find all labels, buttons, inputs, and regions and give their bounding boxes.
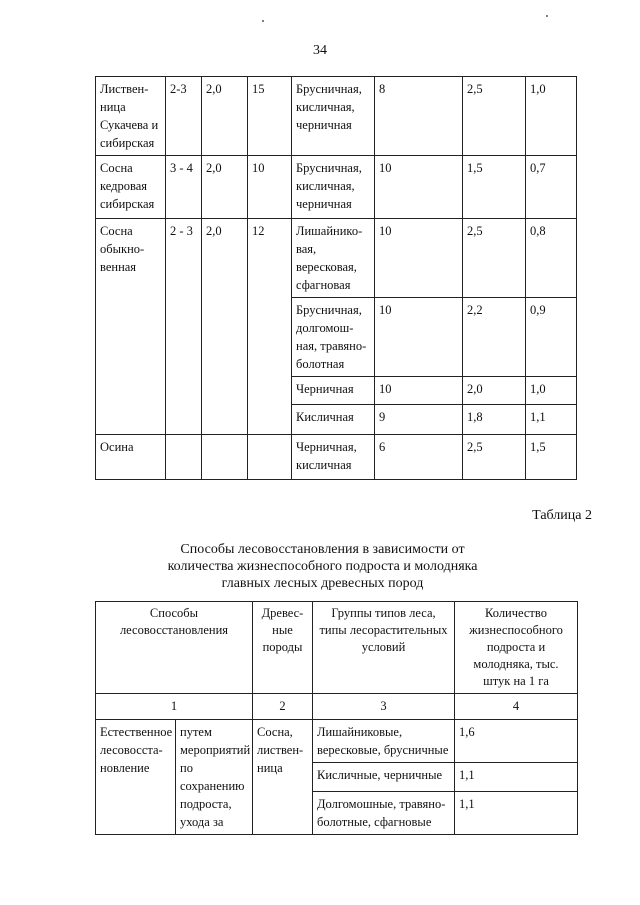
forest-type-cell: Брусничная, кисличная, черничная	[292, 77, 375, 156]
table-cell: 10	[375, 298, 463, 377]
species-table	[95, 76, 577, 480]
forest-group-cell: Долгомошные, травяно-болотные, сфагновые	[313, 791, 455, 834]
forest-group-cell: Кисличные, черничные	[313, 763, 455, 791]
header-row	[96, 602, 578, 694]
table-cell	[166, 435, 202, 480]
table-cell: 0,8	[526, 219, 577, 298]
table-cell: 0,7	[526, 156, 577, 219]
species-cell: Листвен-ница Сукачева и сибирская	[96, 77, 166, 156]
column-number-row	[96, 694, 578, 720]
table-cell: 1,1	[526, 405, 577, 435]
scan-speck	[546, 15, 548, 17]
forest-group-cell: Лишайниковые, вересковые, брусничные	[313, 720, 455, 763]
table-cell: 1,8	[463, 405, 526, 435]
table-cell: 2,0	[202, 77, 248, 156]
table-cell: 10	[375, 156, 463, 219]
table-cell: 10	[375, 377, 463, 405]
table-cell: 15	[248, 77, 292, 156]
table-cell: 1,0	[526, 377, 577, 405]
column-number: 1	[96, 694, 253, 720]
table-cell: 2,5	[463, 219, 526, 298]
table-row	[96, 77, 577, 156]
species-cell: Сосна обыкно-венная	[96, 219, 166, 435]
header-quantity: Количество жизнеспособного подроста и молодняка, тыс. штук на 1 га	[455, 602, 578, 694]
table-cell: 12	[248, 219, 292, 435]
forest-type-cell: Брусничная, долгомош-ная, травяно-болотная	[292, 298, 375, 377]
page-number: 34	[313, 43, 327, 58]
species-cell: Сосна, листвен-ница	[253, 720, 313, 835]
species-cell: Сосна кедровая сибирская	[96, 156, 166, 219]
column-number: 4	[455, 694, 578, 720]
table-label: Таблица 2	[532, 508, 592, 523]
table-cell	[202, 435, 248, 480]
table-cell: 10	[375, 219, 463, 298]
table-cell: 1,0	[526, 77, 577, 156]
column-number: 2	[253, 694, 313, 720]
table-cell: 9	[375, 405, 463, 435]
forest-type-cell: Брусничная, кисличная, черничная	[292, 156, 375, 219]
forest-type-cell: Черничная	[292, 377, 375, 405]
table-cell: 3 - 4	[166, 156, 202, 219]
reforestation-table	[95, 601, 578, 835]
species-cell: Осина	[96, 435, 166, 480]
forest-type-cell: Лишайнико-вая, вересковая, сфагновая	[292, 219, 375, 298]
table-cell: 10	[248, 156, 292, 219]
column-number: 3	[313, 694, 455, 720]
table-cell: 2,5	[463, 77, 526, 156]
table-cell	[248, 435, 292, 480]
table-cell: 1,5	[463, 156, 526, 219]
forest-type-cell: Кисличная	[292, 405, 375, 435]
table-cell: 2-3	[166, 77, 202, 156]
table-row	[96, 720, 578, 763]
header-methods: Способы лесовосстановления	[96, 602, 253, 694]
quantity-cell: 1,6	[455, 720, 578, 763]
table-row	[96, 156, 577, 219]
header-species: Древес-ные породы	[253, 602, 313, 694]
submethod-cell: путем мероприятий по сохранению подроста, ухода за	[176, 720, 253, 835]
table-cell: 2,0	[202, 219, 248, 435]
table-cell: 2,0	[202, 156, 248, 219]
scan-speck	[262, 20, 264, 22]
table-cell: 2,5	[463, 435, 526, 480]
table-cell: 0,9	[526, 298, 577, 377]
table-title: Способы лесовосстановления в зависимости от количества жизнеспособного подроста и молодняка главных лесных древесных пород	[167, 542, 478, 591]
table-cell: 1,5	[526, 435, 577, 480]
header-forest-groups: Группы типов леса, типы лесорастительных условий	[313, 602, 455, 694]
quantity-cell: 1,1	[455, 763, 578, 791]
forest-type-cell: Черничная, кисличная	[292, 435, 375, 480]
table-cell: 2,0	[463, 377, 526, 405]
method-cell: Естественное лесовосста-новление	[96, 720, 176, 835]
table-cell: 8	[375, 77, 463, 156]
quantity-cell: 1,1	[455, 791, 578, 834]
table-cell: 2 - 3	[166, 219, 202, 435]
table-row	[96, 435, 577, 480]
table-cell: 6	[375, 435, 463, 480]
table-cell: 2,2	[463, 298, 526, 377]
table-row	[96, 219, 577, 298]
